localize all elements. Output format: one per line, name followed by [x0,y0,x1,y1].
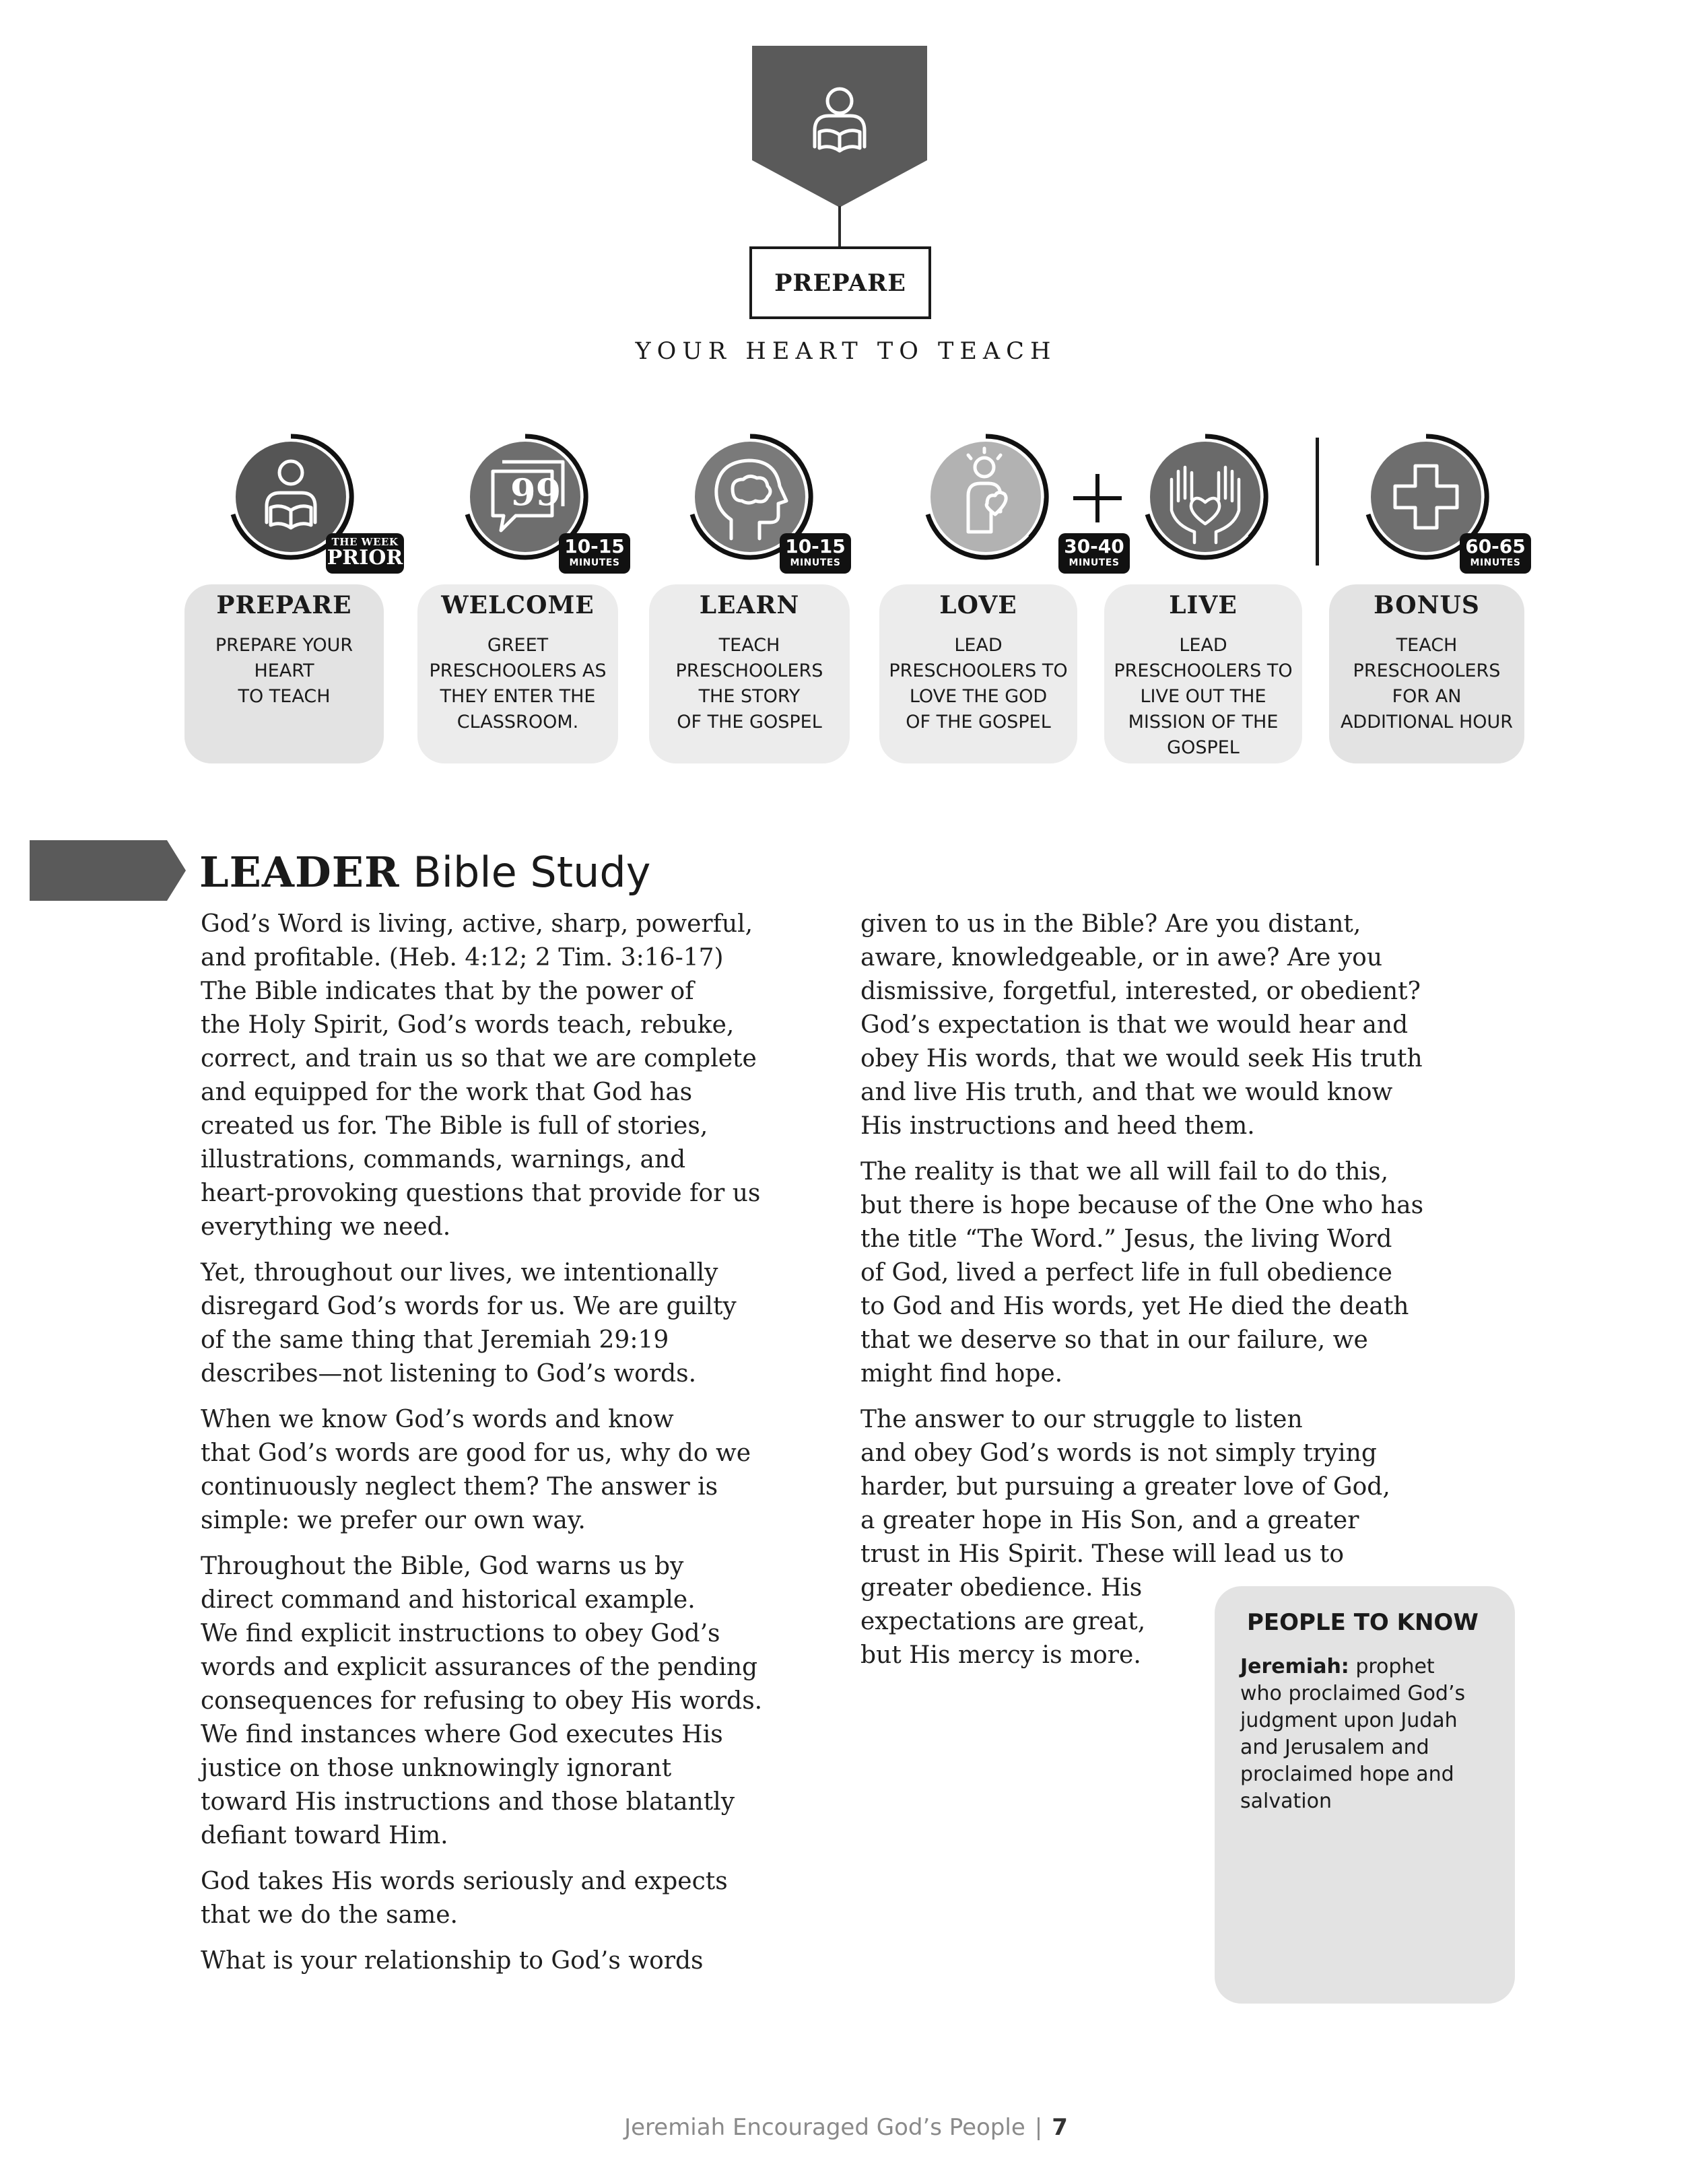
step-love-circle [912,431,1060,579]
prepare-label-box: PREPARE [749,246,931,319]
step-description: PREPARE YOUR HEART TO TEACH [215,635,353,707]
steps-divider [1316,438,1319,566]
step-title: LOVE [939,591,1017,619]
body-column-left [201,908,834,1990]
body-paragraph: Yet, throughout our lives, we intentionally disregard God’s words for us. We are guilty of the same thing that Jeremiah 29:19 describes—not listening to God’s words. [201,1259,737,1388]
step-title: LIVE [1169,591,1238,619]
page-footer [0,2114,1692,2141]
step-title: PREPARE [216,591,352,619]
people-to-know-definition: prophet who proclaimed God’s judgment upon Judah and Jerusalem and proclaimed hope and salvation [1240,1655,1466,1813]
step-description: LEAD PRESCHOOLERS TO LIVE OUT THE MISSION OF THE GOSPEL [1114,635,1293,758]
page-number: 7 [1052,2114,1068,2141]
section-tab-arrow [30,840,186,901]
body-paragraph: When we know God’s words and know that God’s words are good for us, why do we continuously neglect them? The answer is simple: we prefer our own way. [201,1406,751,1534]
prepare-banner [752,46,927,207]
footer-separator: | [1034,2114,1043,2141]
heading-bold: LEADER [199,848,400,897]
body-paragraph: The answer to our struggle to listen and obey God’s words is not simply trying harder, but pursuing a greater love of God, a greater hope in His Son, and a greater trust in His Spirit. These will lead us to greater obedience. His expectations are great, but His mercy is more. [860,1406,1390,1669]
section-heading [199,846,650,899]
step-description: TEACH PRESCHOOLERS FOR AN ADDITIONAL HOUR [1340,635,1514,732]
people-to-know-term: Jeremiah: [1240,1655,1349,1678]
step-live-circle [1131,431,1279,579]
people-to-know-title: PEOPLE TO KNOW [1247,1609,1479,1636]
body-paragraph: Throughout the Bible, God warns us by direct command and historical example. We find explicit instructions to obey God’s words and explicit assurances of the pending consequences for refusing to obey His words. We find instances where God executes His justice on those unknowingly ignorant toward His instructions and those blatantly defiant toward Him. [201,1552,763,1849]
step-title: WELCOME [441,591,595,619]
step-card-prepare [184,584,384,763]
step-love-badge: 30-40 MINUTES [1058,533,1130,574]
step-title: BONUS [1374,591,1480,619]
heading-light: Bible Study [413,848,651,897]
svg-text:99: 99 [510,471,562,514]
step-card-bonus [1329,584,1524,763]
banner-connector-line [838,206,841,248]
body-paragraph: What is your relationship to God’s words [201,1947,704,1975]
step-description: TEACH PRESCHOOLERS THE STORY OF THE GOSPEL [675,635,823,732]
body-column-right [860,908,1507,1684]
step-card-live [1104,584,1302,763]
step-card-love [879,584,1077,763]
step-card-welcome [417,584,618,763]
body-paragraph: God takes His words seriously and expects that we do the same. [201,1868,728,1929]
step-title: LEARN [699,591,800,619]
plus-icon [1071,471,1124,525]
step-bonus-badge: 60-65 MINUTES [1460,533,1531,574]
people-to-know-entry [1240,1653,1501,1815]
step-description: LEAD PRESCHOOLERS TO LOVE THE GOD OF THE GOSPEL [889,635,1068,732]
step-welcome-badge: 10-15 MINUTES [559,533,630,574]
body-paragraph: The reality is that we all will fail to do this, but there is hope because of the One who has the title “The Word.” Jesus, the living Word of God, lived a perfect life in full obedience to God and His words, yet He died the death that we deserve so that in our failure, we might find hope. [860,1158,1424,1388]
body-paragraph: given to us in the Bible? Are you distant, aware, knowledgeable, or in awe? Are you dismissive, forgetful, interested, or obedient? God’s expectation is that we would hear and obey His words, that we would seek His truth and live His truth, and that we would know His instructions and heed them. [860,910,1423,1140]
step-learn-badge: 10-15 MINUTES [780,533,851,574]
step-description: GREET PRESCHOOLERS AS THEY ENTER THE CLASSROOM. [429,635,607,732]
step-card-learn [649,584,850,763]
body-paragraph: God’s Word is living, active, sharp, powerful, and profitable. (Heb. 4:12; 2 Tim. 3:16-17) The Bible indicates that by the power of the Holy Spirit, God’s words teach, rebuke, correct, and train us so that we are complete and equipped for the work that God has created us for. The Bible is full of stories, illustrations, commands, warnings, and heart-provoking questions that provide for us everything we need. [201,910,761,1241]
people-to-know-box [1215,1586,1515,2004]
step-prepare-badge: THE WEEK PRIOR [326,533,404,574]
footer-title: Jeremiah Encouraged God’s People [624,2114,1025,2141]
prepare-subtitle: YOUR HEART TO TEACH [635,338,1057,365]
